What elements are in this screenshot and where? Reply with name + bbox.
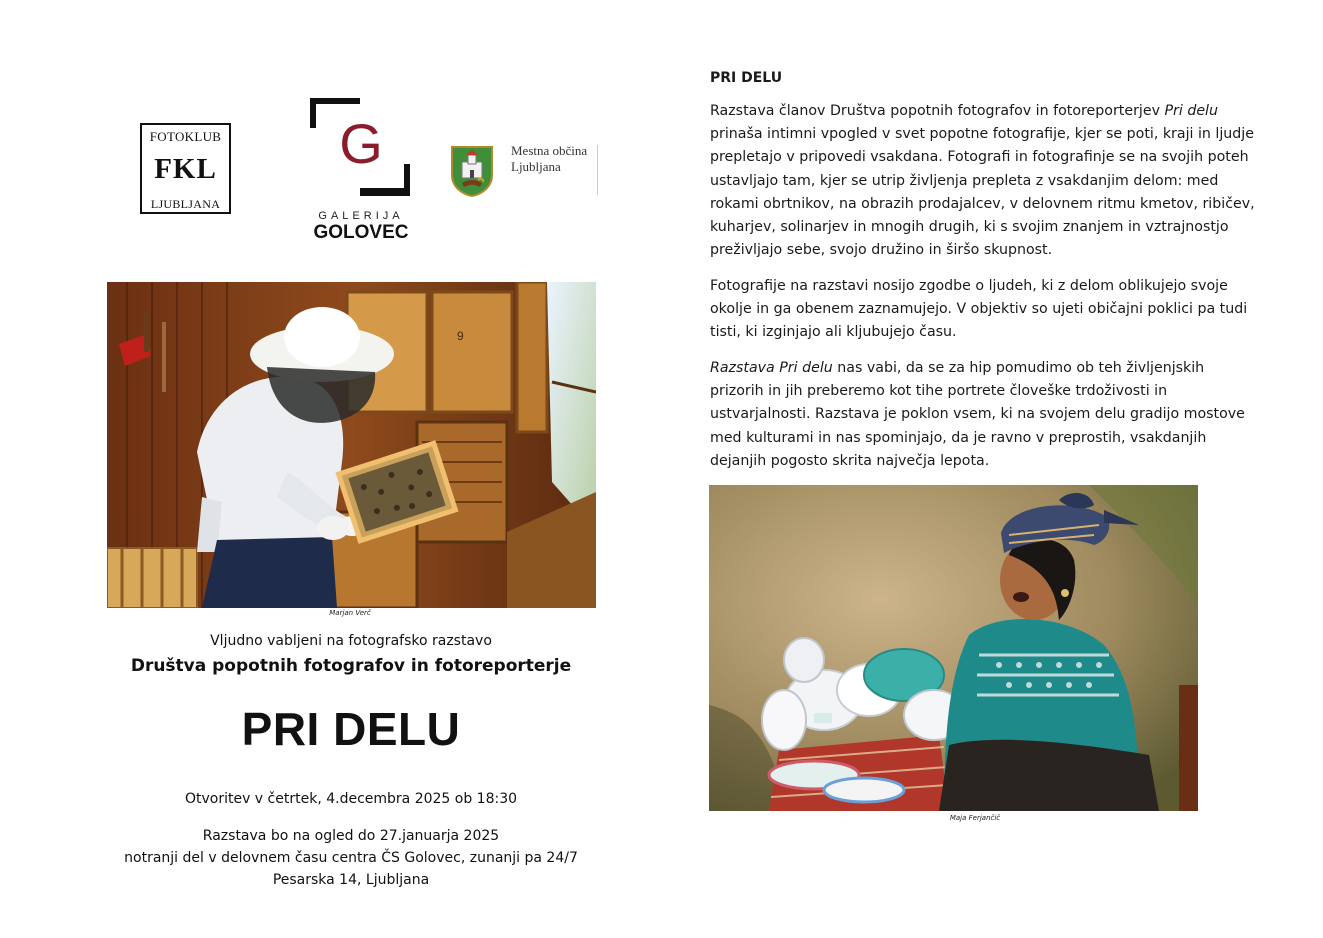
- photo-credit-right: Maja Ferjančič: [949, 814, 1001, 822]
- opening-info: Otvoritev v četrtek, 4.decembra 2025 ob 18:30: [184, 791, 518, 807]
- opening-hours: notranji del v delovnem času centra ČS Golovec, zunanji pa 24/7: [124, 850, 578, 866]
- p1-start: Razstava članov Društva popotnih fotografov in fotoreporterjev: [710, 103, 1165, 119]
- svg-text:9: 9: [457, 329, 464, 343]
- p3-rest: nas vabi, da se za hip pomudimo ob teh življenjskih prizorih in jih preberemo kot tihe portrete človeške trdoživosti in ustvarjalnosti. Razstava je poklon vsem, ki na svojem delu gradijo mostove med kulturami in nas spominjajo, da je ravno v preprostih, vsakdanjih dejanjih pogosto skrita največja lepota.: [710, 360, 1245, 469]
- mestna-line1: Mestna občina: [511, 143, 588, 158]
- society-name: Društva popotnih fotografov in fotoreporterje: [130, 656, 572, 676]
- logo-divider: [597, 145, 598, 195]
- p2-text: Fotografije na razstavi nosijo zgodbe o ljudeh, ki z delom oblikujejo svoje okolje in ga obenem zaznamujejo. V objektiv so ujeti običajni poklici pa tudi tisti, ki izginjajo ali kljubujejo času.: [710, 278, 1248, 341]
- address: Pesarska 14, Ljubljana: [272, 872, 430, 888]
- golovec-g-letter: G: [339, 112, 383, 175]
- exhibition-dates: Razstava bo na ogled do 27.januarja 2025: [202, 828, 500, 844]
- galerija-label: GALERIJA: [318, 210, 404, 222]
- photo-credit-left: Marjan Verč: [329, 609, 371, 617]
- p3-italic-title: Razstava Pri delu: [710, 360, 833, 376]
- ljubljana-label: LJUBLJANA: [150, 197, 221, 211]
- galerija-golovec-logo: [310, 98, 412, 243]
- fkl-label: FKL: [154, 153, 217, 185]
- golovec-label: GOLOVEC: [313, 222, 409, 243]
- mestna-obcina-logo: [450, 143, 600, 198]
- mestna-obcina-name: [511, 143, 587, 175]
- invitation-line: Vljudno vabljeni na fotografsko razstavo: [210, 633, 492, 649]
- fotoklub-fkl-logo: [140, 123, 231, 214]
- beekeeper-photo: [107, 282, 596, 608]
- fotoklub-label: FOTOKLUB: [149, 129, 222, 144]
- mestna-line2: Ljubljana: [511, 159, 561, 174]
- exhibition-title: PRI DELU: [241, 703, 461, 755]
- p1-italic-title: Pri delu: [1164, 103, 1218, 119]
- ljubljana-crest-icon: [450, 145, 494, 197]
- p1-rest: prinaša intimni vpogled v svet popotne fotografije, kjer se poti, kraji in ljudje prepletajo v pripovedi vsakdana. Fotografi in fotografinje se na svojih poteh ustavljajo tam, kjer se utrip življenja prepleta z vsakdanjim delom: med rokami obrtnikov, na obrazih prodajalcev, v delovnem ritmu kmetov, ribičev, kuharjev, solinarjev in mnogih drugih, ki s svojim znanjem in vztrajnostjo preživljajo sebe, svojo družino in širšo skupnost.: [710, 126, 1255, 259]
- description-paragraph-2: [710, 275, 1255, 345]
- description-title: PRI DELU: [710, 70, 783, 86]
- dishwasher-woman-photo: [709, 485, 1198, 811]
- description-paragraph-1: [710, 100, 1255, 262]
- description-paragraph-3: [710, 357, 1255, 473]
